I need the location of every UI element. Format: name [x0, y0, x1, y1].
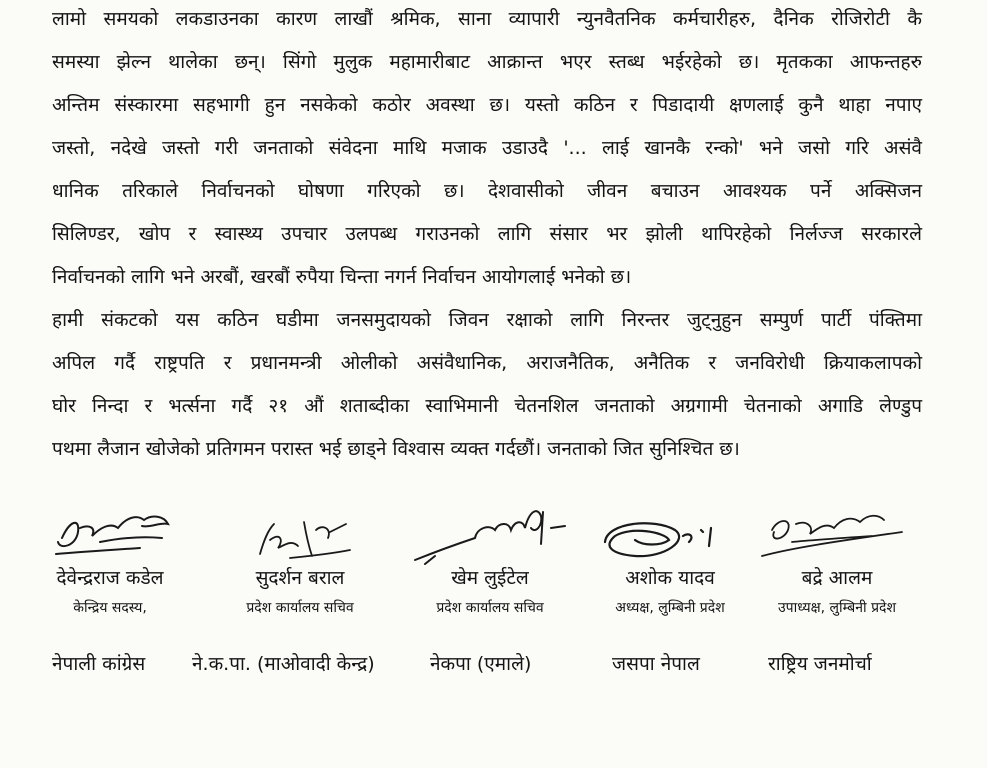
- handwritten-signature: [220, 510, 380, 566]
- signatory-party: राष्ट्रिय जनमोर्चा: [768, 653, 872, 675]
- paragraph-line: समस्या झेल्न थालेका छन्। सिंगो मुलुक महामारीबाट आक्रान्त भएर स्तब्ध भईरहेको छ। मृतकका आफन्तहरु: [52, 51, 922, 73]
- signatory-2: [220, 510, 380, 618]
- handwritten-signature: [40, 498, 180, 566]
- handwritten-signature: [405, 498, 575, 566]
- paragraph-line: धानिक तरिकाले निर्वाचनको घोषणा गरिएको छ। देशवासीको जीवन बचाउन आवश्यक पर्ने अक्सिजन: [52, 180, 922, 202]
- signatory-role: अध्यक्ष, लुम्बिनी प्रदेश: [615, 600, 725, 616]
- paragraph-line: पथमा लैजान खोजेको प्रतिगमन परास्त भई छाड्ने विश्वास व्यक्त गर्दछौं। जनताको जित सुनिश्चित छ।: [52, 438, 740, 460]
- signatory-role: प्रदेश कार्यालय सचिव: [436, 600, 544, 616]
- paragraph-line: घोर निन्दा र भर्त्सना गर्दै २१ औं शताब्दीका स्वाभिमानी चेतनशिल जनताको अग्रगामी चेतनाको अगाडि लेण्डुप: [52, 395, 922, 417]
- signatory-name: बद्रे आलम: [801, 567, 873, 589]
- handwritten-signature: [585, 506, 755, 566]
- signatory-party: ने.क.पा. (माओवादी केन्द्र): [192, 653, 375, 675]
- handwritten-signature: [752, 502, 922, 566]
- paragraph-line: जस्तो, नदेखे जस्तो गरी जनताको संवेदना माथि मजाक उडाउदै '... लाई खानकै रन्को' भने जसो गरि असंवै: [52, 137, 922, 159]
- signatory-4: [585, 506, 755, 618]
- signatory-name: अशोक यादव: [625, 567, 715, 589]
- signatory-party: नेपाली कांग्रेस: [52, 653, 146, 675]
- signatory-name: देवेन्द्रराज कडेल: [56, 567, 164, 589]
- signatory-party: नेकपा (एमाले): [430, 653, 532, 675]
- signatory-role: प्रदेश कार्यालय सचिव: [246, 600, 354, 616]
- paragraph-line: लामो समयको लकडाउनका कारण लाखौं श्रमिक, साना व्यापारी न्युनवैतनिक कर्मचारीहरु, दैनिक रोजिरोटी कै: [52, 8, 922, 30]
- signatory-party: जसपा नेपाल: [612, 653, 700, 675]
- signatory-name: सुदर्शन बराल: [255, 567, 345, 589]
- paragraph-line: अन्तिम संस्कारमा सहभागी हुन नसकेको कठोर अवस्था छ। यस्तो कठिन र पिडादायी क्षणलाई कुनै थाहा नपाए: [52, 94, 922, 116]
- signatory-1: [40, 498, 180, 618]
- paragraph-line: हामी संकटको यस कठिन घडीमा जनसमुदायको जिवन रक्षाको लागि निरन्तर जुट्नुहुन सम्पुर्ण पार्टी पंक्तिमा: [52, 309, 922, 331]
- signatory-3: [405, 498, 575, 618]
- party-row: [0, 652, 987, 682]
- signatory-role: केन्द्रिय सदस्य,: [73, 600, 147, 616]
- paragraph-line: निर्वाचनको लागि भने अरबौं, खरबौं रुपैया चिन्ता नगर्न निर्वाचन आयोगलाई भनेको छ।: [52, 266, 632, 288]
- paragraph-line: सिलिण्डर, खोप र स्वास्थ्य उपचार उलपब्ध गराउनको लागि संसार भर झोली थापिरहेको निर्लज्ज सरकारले: [52, 223, 922, 245]
- signatory-name: खेम लुईटेल: [451, 567, 529, 589]
- paragraph-line: अपिल गर्दै राष्ट्रपति र प्रधानमन्त्री ओलीको असंवैधानिक, अराजनैतिक, अनैतिक र जनविरोधी क्रियाकलापको: [52, 352, 922, 374]
- signatory-5: [752, 502, 922, 618]
- signatory-role: उपाध्यक्ष, लुम्बिनी प्रदेश: [777, 600, 896, 616]
